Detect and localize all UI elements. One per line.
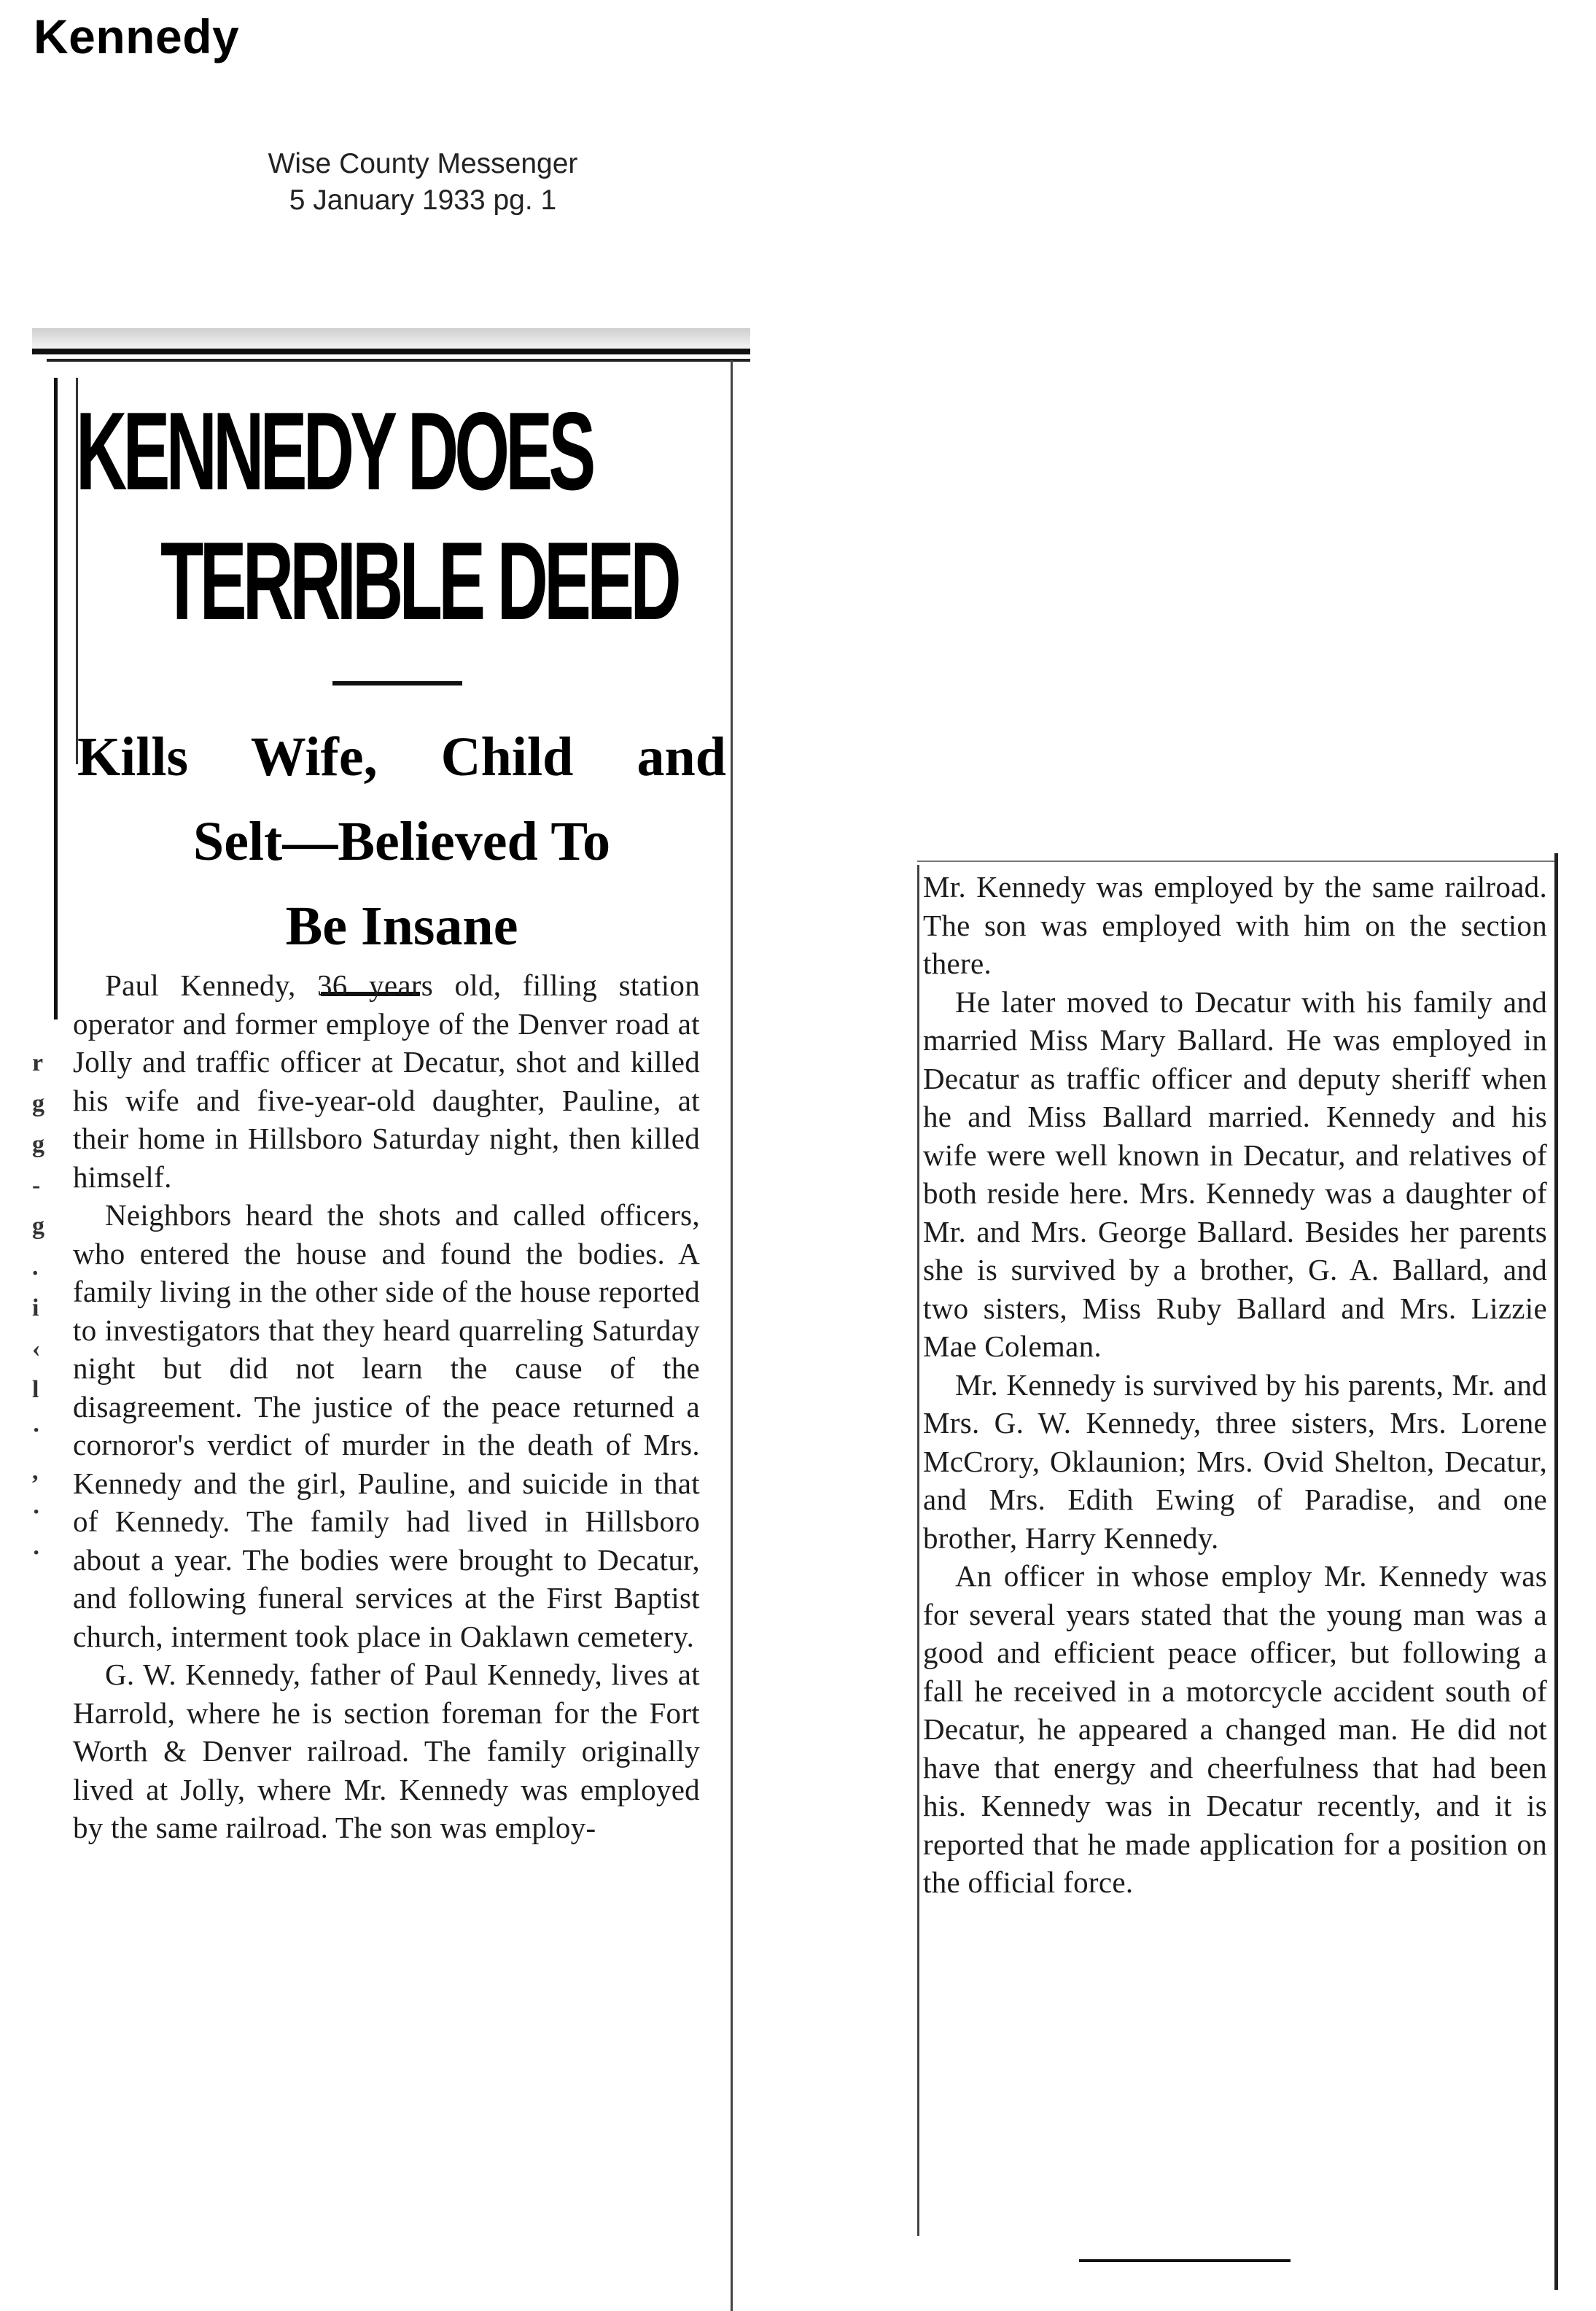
fragment: l bbox=[32, 1376, 39, 1403]
paragraph: Paul Kennedy, 36 years old, filling station operator and former employe of the Denver road at Jolly and traffic officer at Decatur, shot and killed his wife and five-year-old daughter, Pauline, at their home in Hillsboro Saturday night, then killed himself. bbox=[73, 968, 700, 1194]
article-column-1 bbox=[73, 966, 700, 1847]
source-citation bbox=[219, 146, 627, 219]
fragment: - bbox=[32, 1172, 41, 1199]
fragment: g bbox=[32, 1131, 44, 1158]
article-headline bbox=[76, 387, 725, 646]
publication-date-page: 5 January 1933 pg. 1 bbox=[289, 185, 557, 216]
paragraph: Mr. Kennedy is survived by his parents, Mr. and Mrs. G. W. Kennedy, three sisters, Mrs. Lorene McCrory, Oklaunion; Mrs. Ovid Shelton, Decatur, and Mrs. Edith Ewing of Paradise, and one brother, Harry Kennedy. bbox=[923, 1367, 1547, 1555]
paragraph: Neighbors heard the shots and called officers, who entered the house and found the bodies. A family living in the other side of the house reported to investigators that they heard quarreling Saturday night but did not learn the cause of the disagreement. The justice of the peace returned a cornoror's verdict of murder in the death of Mrs. Kennedy and the girl, Pauline, and suicide in that of Kennedy. The family had lived in Hillsboro about a year. The bodies were brought to Decatur, and following funeral services at the First Baptist church, interment took place in Oaklawn cemetery. bbox=[73, 1198, 700, 1653]
article-column-2 bbox=[923, 868, 1547, 1902]
fragment: · bbox=[32, 1417, 41, 1444]
adjacent-column-fragments bbox=[32, 1043, 61, 1574]
fragment: . bbox=[32, 1254, 39, 1281]
fragment: g bbox=[32, 1213, 44, 1240]
fragment: i bbox=[32, 1294, 39, 1321]
headline-line-1: KENNEDY DOES bbox=[76, 389, 592, 513]
clipping-continuation-column bbox=[904, 853, 1560, 2304]
column-top-edge bbox=[917, 861, 1557, 862]
fragment: g bbox=[32, 1090, 44, 1117]
fragment: ‹ bbox=[32, 1335, 41, 1362]
paragraph: He later moved to Decatur with his family and married Miss Mary Ballard. He was employed in Decatur as traffic officer and deputy sheriff when he and Miss Ballard married. Kennedy and his wife were well known in Decatur, and relatives of both reside here. Mrs. Kennedy was a daughter of Mr. and Mrs. George Ballard. Besides her parents she is survived by a brother, G. A. Ballard, and two sisters, Miss Ruby Ballard and Mrs. Lizzie Mae Coleman. bbox=[923, 984, 1547, 1363]
subhead-line-2: Selt—Believed To bbox=[192, 811, 611, 872]
headline-divider bbox=[332, 681, 462, 685]
page-label: Kennedy bbox=[34, 9, 240, 63]
fragment: , bbox=[32, 1458, 39, 1485]
paragraph: G. W. Kennedy, father of Paul Kennedy, lives at Harrold, where he is section foreman for the Fort Worth & Denver railroad. The family originally lived at Jolly, where Mr. Kennedy was employed by the same railroad. The son was employ- bbox=[73, 1658, 700, 1844]
column-left-border bbox=[917, 865, 919, 2236]
fragment: · bbox=[32, 1539, 41, 1566]
fragment: r bbox=[32, 1049, 44, 1076]
column-right-border-inner bbox=[731, 360, 733, 2311]
article-subheadline bbox=[77, 715, 726, 968]
paragraph: Mr. Kennedy was employed by the same railroad. The son was employed with him on the section there. bbox=[923, 870, 1547, 980]
paragraph: An officer in whose employ Mr. Kennedy was for several years stated that the young man was a good and efficient peace officer, but following a fall he received in a motorcycle accident south of Decatur, he appeared a changed man. He did not have that energy and cheerfulness that had been his. Kennedy was in Decatur recently, and it is reported that he made application for a position on the official force. bbox=[923, 1559, 1547, 1899]
subhead-line-3: Be Insane bbox=[285, 896, 518, 957]
fragment: · bbox=[32, 1499, 41, 1526]
column-top-rule-thin bbox=[47, 359, 750, 362]
article-end-rule bbox=[1079, 2259, 1291, 2262]
column-top-rule bbox=[32, 349, 750, 354]
column-left-border bbox=[54, 378, 58, 1019]
subhead-line-1: Kills Wife, Child and bbox=[77, 726, 726, 788]
headline-line-2: TERRIBLE DEED bbox=[160, 519, 677, 643]
column-right-border bbox=[1554, 853, 1558, 2290]
publication-name: Wise County Messenger bbox=[268, 148, 578, 179]
